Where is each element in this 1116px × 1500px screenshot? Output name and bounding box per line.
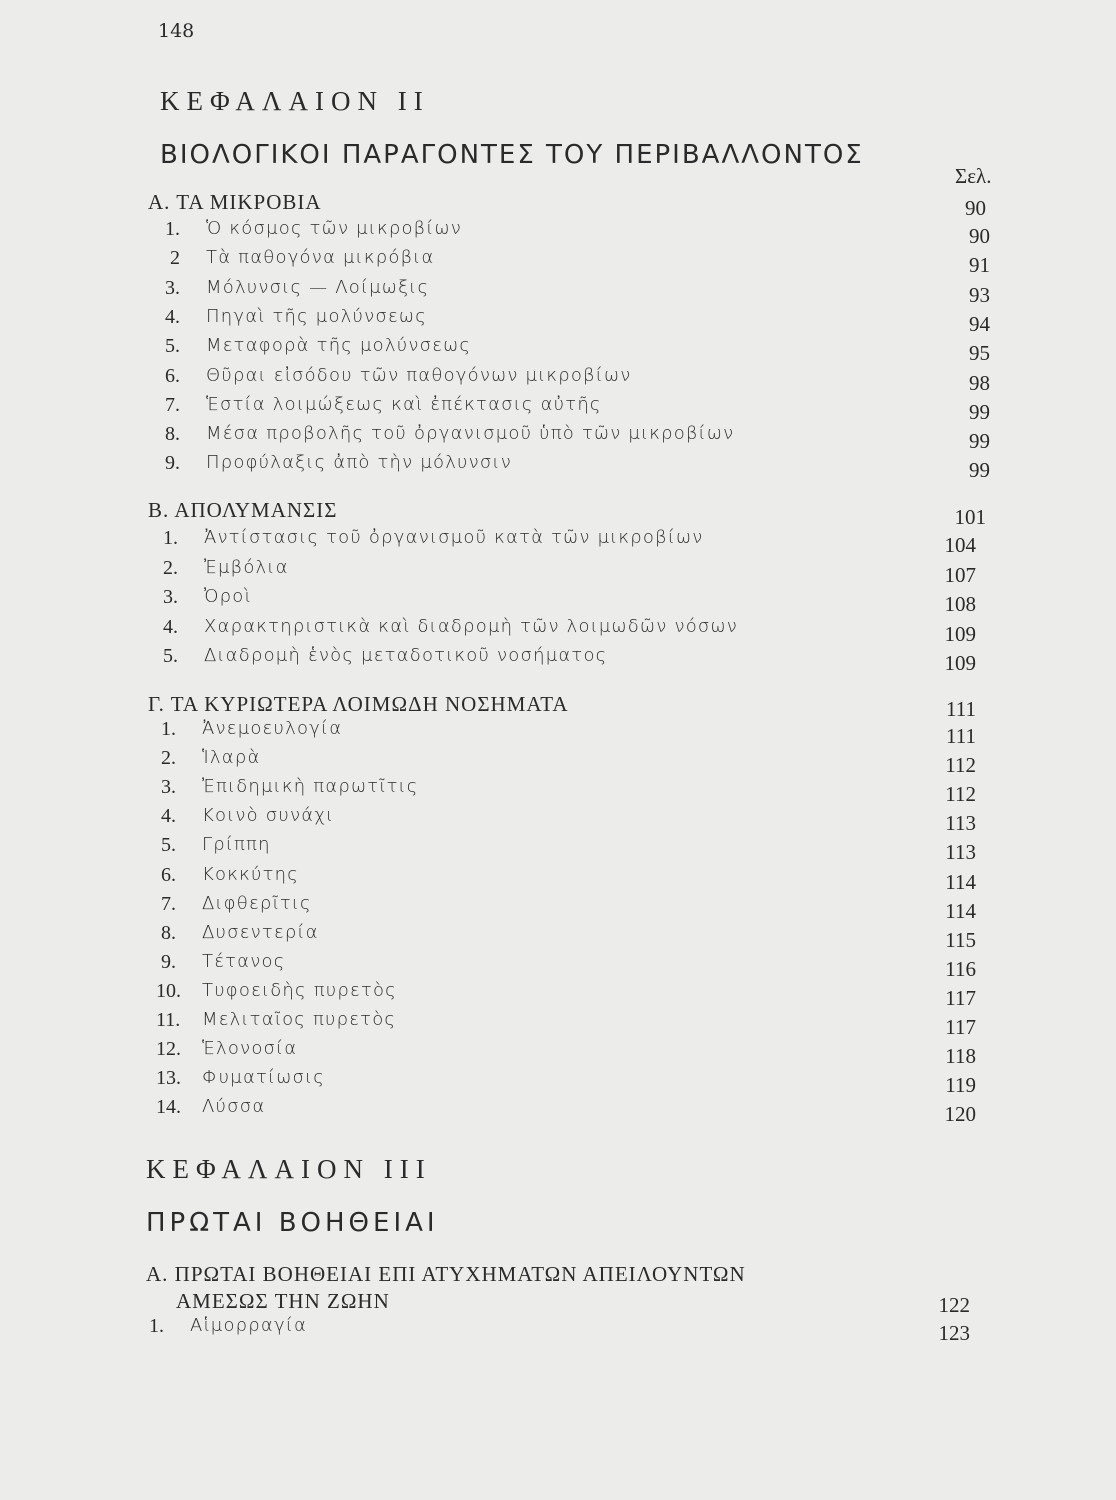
chapter-3-section-a-title-line1: Α. ΠΡΩΤΑΙ ΒΟΗΘΕΙΑΙ ΕΠΙ ΑΤΥΧΗΜΑΤΩΝ ΑΠΕΙΛΟΥΝΤΩΝ	[146, 1262, 746, 1286]
toc-entry-number: 1.	[149, 1315, 164, 1337]
toc-entry-label: Ἐμβόλια	[204, 556, 289, 578]
toc-entry-label: Μελιταῖος πυρετὸς	[202, 1009, 397, 1030]
chapter-2-title: ΚΕΦΑΛΑΙΟΝ ΙΙ	[160, 86, 430, 116]
toc-entry-page: 98	[969, 370, 990, 395]
toc-entry	[156, 1009, 986, 1038]
chapter-2-heading: ΒΙΟΛΟΓΙΚΟΙ ΠΑΡΑΓΟΝΤΕΣ ΤΟΥ ΠΕΡΙΒΑΛΛΟΝΤΟΣ	[160, 140, 864, 170]
toc-entry-page: 99	[969, 399, 990, 424]
toc-entry-page: 108	[944, 592, 976, 616]
toc-entry-number: 3.	[165, 276, 180, 299]
toc-entry-number: 5.	[165, 335, 180, 358]
toc-entry-page: 112	[945, 782, 976, 807]
toc-entry	[160, 306, 1000, 335]
toc-entry	[156, 1096, 986, 1125]
toc-entry-number: 2	[170, 247, 180, 270]
toc-entry-label: Κοινὸ συνάχι	[202, 805, 335, 827]
section-a-page: 90	[965, 196, 986, 220]
toc-entry-label: Γρίππη	[202, 834, 271, 856]
toc-entry	[156, 718, 986, 747]
toc-entry-label: Χαρακτηριστικὰ καὶ διαδρομὴ τῶν λοιμωδῶν νόσων	[204, 615, 739, 637]
chapter-3-section-a-page: 122	[938, 1293, 970, 1317]
chapter-3-heading: ΠΡΩΤΑΙ ΒΟΗΘΕΙΑΙ	[146, 1208, 439, 1238]
toc-entry	[156, 834, 986, 863]
toc-entry-label: Τυφοειδὴς πυρετὸς	[202, 979, 397, 1001]
toc-entry-number: 3.	[163, 586, 178, 608]
toc-entry-page: 109	[944, 651, 976, 675]
toc-entry-page: 90	[969, 224, 990, 248]
section-a-title: Α. ΤΑ ΜΙΚΡΟΒΙΑ	[148, 190, 322, 214]
toc-entry	[160, 423, 1000, 452]
toc-entry	[160, 452, 1000, 481]
toc-entry	[144, 1315, 980, 1344]
toc-entry	[160, 277, 1000, 306]
toc-entry-number: 6.	[161, 863, 176, 886]
toc-entry	[156, 893, 986, 922]
toc-entry-label: Ἑστία λοιμώξεως καὶ ἐπέκτασις αὐτῆς	[206, 393, 602, 415]
toc-entry-label: Αἱμορραγία	[190, 1315, 308, 1336]
toc-entry-page: 91	[969, 253, 990, 278]
toc-entry-number: 9.	[165, 452, 180, 475]
toc-entry-label: Ἐπιδημικὴ παρωτῖτις	[202, 776, 419, 798]
section-b-title: Β. ΑΠΟΛΥΜΑΝΣΙΣ	[148, 498, 338, 522]
toc-entry-label: Φυματίωσις	[202, 1067, 326, 1089]
toc-entry-page: 114	[945, 898, 976, 923]
toc-entry-number: 7.	[165, 393, 180, 416]
toc-entry-label: Ὀροὶ	[204, 586, 252, 607]
toc-entry-page: 93	[969, 282, 990, 307]
toc-entry-number: 2.	[163, 556, 178, 579]
toc-entry-page: 107	[944, 562, 976, 587]
toc-entry-page: 112	[945, 753, 976, 778]
toc-entry-number: 1.	[165, 218, 180, 240]
toc-entry	[158, 527, 986, 556]
toc-entry-page: 109	[944, 621, 976, 646]
page-number: 148	[158, 20, 195, 42]
toc-entry-number: 5.	[161, 834, 176, 857]
toc-entry-label: Τὰ παθογόνα μικρόβια	[206, 247, 435, 269]
toc-entry	[160, 247, 1000, 276]
toc-entry-number: 11.	[156, 1009, 181, 1031]
toc-entry-label: Κοκκύτης	[202, 863, 300, 885]
toc-entry-number: 2.	[161, 747, 176, 770]
toc-entry-page: 95	[969, 341, 990, 366]
toc-entry-number: 5.	[163, 645, 178, 667]
toc-entry	[156, 951, 986, 980]
toc-entry-page: 119	[945, 1073, 976, 1098]
toc-entry-page: 116	[945, 956, 976, 981]
toc-entry-number: 14.	[156, 1096, 181, 1119]
toc-entry-label: Μέσα προβολῆς τοῦ ὀργανισμοῦ ὑπὸ τῶν μικροβίων	[206, 423, 735, 445]
chapter-3-title: ΚΕΦΑΛΑΙΟΝ ΙΙΙ	[146, 1154, 432, 1184]
toc-entry-page: 114	[945, 869, 976, 894]
toc-entry	[160, 335, 1000, 364]
toc-entry-label: Ὁ κόσμος τῶν μικροβίων	[206, 218, 463, 239]
toc-entry-label: Λύσσα	[202, 1096, 266, 1118]
toc-entry	[156, 776, 986, 805]
toc-entry-page: 99	[969, 458, 990, 483]
toc-entry-label: Μεταφορὰ τῆς μολύνσεως	[206, 335, 472, 357]
section-c-page: 111	[946, 697, 976, 721]
toc-entry-page: 123	[938, 1321, 970, 1345]
toc-entry-label: Ἀντίστασις τοῦ ὀργανισμοῦ κατὰ τῶν μικροβίων	[204, 527, 704, 548]
toc-entry-number: 9.	[161, 950, 176, 973]
toc-entry-label: Ἀνεμοευλογία	[202, 718, 343, 739]
toc-entry-page: 113	[945, 840, 976, 865]
toc-entry	[158, 645, 986, 674]
toc-entry-number: 6.	[165, 364, 180, 387]
toc-entry-page: 111	[946, 724, 976, 748]
toc-entry-page: 118	[945, 1044, 976, 1069]
toc-entry	[156, 1038, 986, 1067]
toc-entry-label: Πηγαὶ τῆς μολύνσεως	[206, 305, 427, 327]
toc-entry-label: Προφύλαξις ἀπὸ τὴν μόλυνσιν	[206, 452, 512, 474]
toc-entry-number: 4.	[165, 305, 180, 328]
toc-entry	[156, 980, 986, 1009]
section-b-page: 101	[954, 505, 986, 529]
toc-entry-page: 99	[969, 429, 990, 454]
section-c-title: Γ. ΤΑ ΚΥΡΙΩΤΕΡΑ ΛΟΙΜΩΔΗ ΝΟΣΗΜΑΤΑ	[148, 692, 569, 716]
toc-entry	[160, 218, 1000, 247]
toc-entry-number: 4.	[161, 805, 176, 828]
chapter-3-section-a-title-line2: ΑΜΕΣΩΣ ΤΗΝ ΖΩΗΝ	[176, 1289, 390, 1313]
toc-entry-number: 7.	[161, 892, 176, 915]
toc-entry-label: Ἑλονοσία	[202, 1038, 298, 1060]
toc-entry-label: Μόλυνσις — Λοίμωξις	[206, 276, 430, 298]
toc-entry	[156, 1067, 986, 1096]
toc-entry-number: 3.	[161, 776, 176, 799]
toc-entry-page: 113	[945, 811, 976, 836]
toc-entry-label: Τέτανος	[202, 950, 286, 972]
toc-entry-label: Διαδρομὴ ἑνὸς μεταδοτικοῦ νοσήματος	[204, 645, 608, 666]
toc-entry-number: 1.	[163, 527, 178, 549]
toc-entry-label: Δυσεντερία	[202, 921, 319, 943]
toc-entry	[158, 616, 986, 645]
toc-entry-page: 117	[945, 1015, 976, 1039]
toc-entry-page: 115	[945, 927, 976, 952]
toc-entry	[156, 922, 986, 951]
toc-entry-page: 117	[945, 985, 976, 1010]
toc-entry-number: 8.	[165, 423, 180, 446]
page-column-label: Σελ.	[955, 164, 992, 188]
toc-entry-number: 8.	[161, 921, 176, 944]
toc-entry-number: 10.	[156, 979, 181, 1002]
toc-entry-page: 94	[969, 311, 990, 336]
toc-entry	[156, 864, 986, 893]
toc-entry-number: 1.	[161, 718, 176, 740]
toc-entry-label: Ἱλαρὰ	[202, 747, 261, 769]
toc-entry	[158, 557, 986, 586]
toc-entry	[160, 394, 1000, 423]
toc-entry-number: 12.	[156, 1038, 181, 1061]
toc-entry	[156, 747, 986, 776]
toc-entry-label: Θῦραι εἰσόδου τῶν παθογόνων μικροβίων	[206, 364, 632, 386]
toc-entry	[160, 365, 1000, 394]
toc-entry	[158, 586, 986, 615]
toc-entry-number: 13.	[156, 1067, 181, 1090]
toc-entry-page: 104	[944, 533, 976, 557]
toc-entry	[156, 805, 986, 834]
toc-entry-page: 120	[944, 1102, 976, 1127]
toc-entry-number: 4.	[163, 615, 178, 638]
toc-entry-label: Διφθερῖτις	[202, 892, 312, 914]
